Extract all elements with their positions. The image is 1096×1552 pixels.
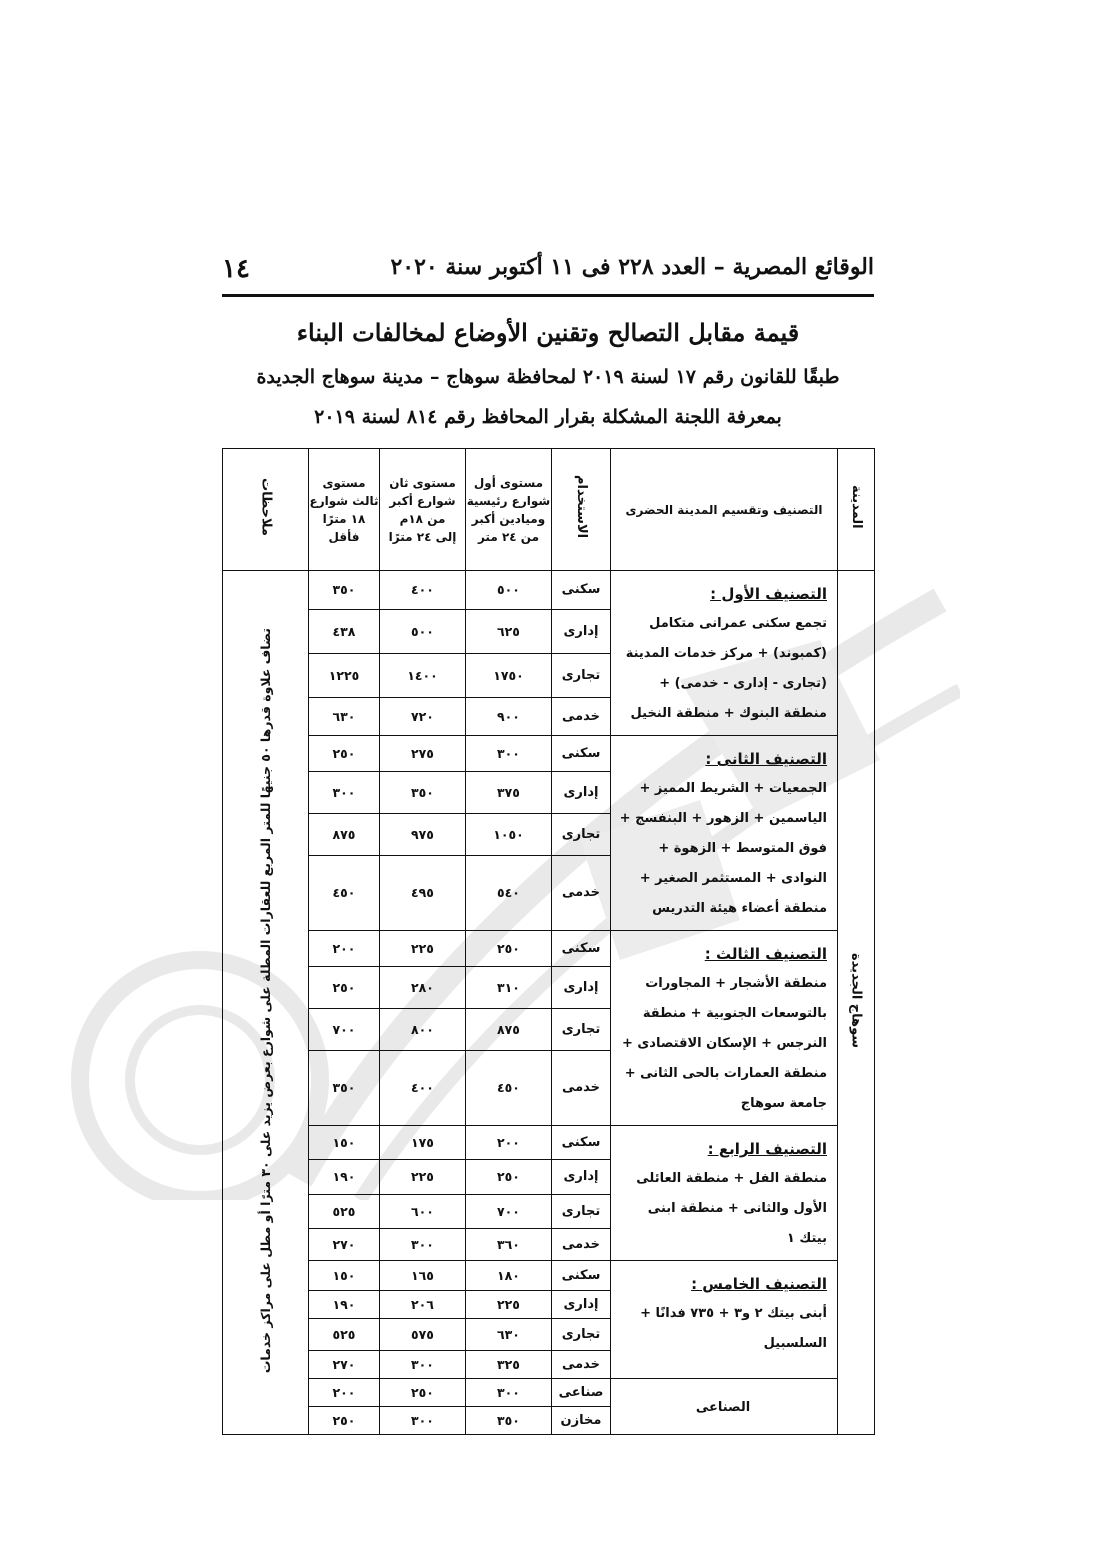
level1-value: ٣٧٥ [466, 772, 552, 814]
level2-value: ٢٢٥ [380, 931, 466, 967]
level2-value: ٤٠٠ [380, 571, 466, 610]
use-cell: تجارى [552, 653, 611, 697]
level1-value: ٣٠٠ [466, 736, 552, 772]
header-level3: مستوى ثالث شوارع ١٨ مترًا فأقل [309, 449, 380, 571]
level2-value: ٣٥٠ [380, 772, 466, 814]
level3-value: ٣٠٠ [309, 772, 380, 814]
level3-value: ٢٥٠ [309, 1407, 380, 1435]
use-cell: إدارى [552, 609, 611, 653]
level1-value: ٣٥٠ [466, 1407, 552, 1435]
level3-value: ٢٠٠ [309, 931, 380, 967]
level2-value: ٦٠٠ [380, 1194, 466, 1228]
level1-value: ٥٠٠ [466, 571, 552, 610]
level3-value: ٤٥٠ [309, 855, 380, 930]
level2-value: ٢٢٥ [380, 1160, 466, 1194]
level1-value: ١٧٥٠ [466, 653, 552, 697]
document-subtitle-committee: بمعرفة اللجنة المشكلة بقرار المحافظ رقم ٨١٤ لسنة ٢٠١٩ [314, 406, 782, 428]
table-row [223, 1126, 875, 1160]
level3-value: ٢٥٠ [309, 967, 380, 1009]
level3-value: ٥٢٥ [309, 1319, 380, 1351]
rates-table [222, 448, 875, 1435]
level3-value: ٢٠٠ [309, 1379, 380, 1407]
level3-value: ٨٧٥ [309, 813, 380, 855]
level2-value: ٣٠٠ [380, 1407, 466, 1435]
level1-value: ٦٣٠ [466, 1319, 552, 1351]
level1-value: ٤٥٠ [466, 1050, 552, 1125]
header-city: المدينة [838, 449, 875, 571]
header-level2: مستوى ثان شوارع أكبر من ١٨م إلى ٢٤ مترًا [380, 449, 466, 571]
level3-value: ٢٥٠ [309, 736, 380, 772]
level1-value: ٣١٠ [466, 967, 552, 1009]
level2-value: ١٤٠٠ [380, 653, 466, 697]
table-row [223, 931, 875, 967]
level2-value: ٥٠٠ [380, 609, 466, 653]
header-notes: ملاحظات [223, 449, 309, 571]
classification-title: التصنيف الثانى : [705, 750, 827, 768]
level1-value: ٦٢٥ [466, 609, 552, 653]
document-title: قيمة مقابل التصالح وتقنين الأوضاع لمخالفات البناء [296, 318, 800, 347]
classification-areas: الصناعى [695, 1399, 751, 1415]
level1-value: ٣٠٠ [466, 1379, 552, 1407]
level2-value: ٣٠٠ [380, 1351, 466, 1379]
level3-value: ١٩٠ [309, 1160, 380, 1194]
classification-cell [611, 1379, 838, 1435]
header-use: الاستخدام [552, 449, 611, 571]
classification-areas: الجمعيات + الشريط المميز + الياسمين + الزهور + البنفسج + فوق المتوسط + الزهوة + النوادى + المستثمر الصغير + منطقة أعضاء هيئة التدريس [619, 781, 827, 916]
level3-value: ١٥٠ [309, 1261, 380, 1291]
use-cell: تجارى [552, 813, 611, 855]
level2-value: ٣٠٠ [380, 1228, 466, 1260]
use-cell: تجارى [552, 1319, 611, 1351]
use-cell: مخازن [552, 1407, 611, 1435]
level2-value: ٢٨٠ [380, 967, 466, 1009]
classification-title: التصنيف الثالث : [704, 945, 827, 963]
table-row [223, 736, 875, 772]
level2-value: ١٧٥ [380, 1126, 466, 1160]
table-row [223, 1379, 875, 1407]
header-level1: مستوى أول شوارع رئيسية وميادين أكبر من ٢٤ متر [466, 449, 552, 571]
level2-value: ٥٧٥ [380, 1319, 466, 1351]
classification-areas: أبنى بيتك ٢ و٣ + ٧٣٥ فدانًا + السلسبيل [640, 1306, 827, 1351]
level3-value: ٥٢٥ [309, 1194, 380, 1228]
level2-value: ٢٥٠ [380, 1379, 466, 1407]
classification-cell [611, 931, 838, 1126]
level2-value: ٨٠٠ [380, 1008, 466, 1050]
classification-title: التصنيف الخامس : [691, 1275, 827, 1293]
page-number: ١٤ [222, 254, 250, 284]
rates-table-body [223, 571, 875, 1435]
level1-value: ١٨٠ [466, 1261, 552, 1291]
level2-value: ٧٢٠ [380, 697, 466, 736]
document-subtitle-law: طبقًا للقانون رقم ١٧ لسنة ٢٠١٩ لمحافظة سوهاج – مدينة سوهاج الجديدة [256, 366, 840, 388]
level1-value: ٢٠٠ [466, 1126, 552, 1160]
table-header-row [223, 449, 875, 571]
level1-value: ١٠٥٠ [466, 813, 552, 855]
level3-value: ٤٣٨ [309, 609, 380, 653]
level2-value: ٩٧٥ [380, 813, 466, 855]
level3-value: ٣٥٠ [309, 571, 380, 610]
classification-cell [611, 1261, 838, 1379]
level1-value: ٩٠٠ [466, 697, 552, 736]
use-cell: خدمى [552, 1050, 611, 1125]
level1-value: ٨٧٥ [466, 1008, 552, 1050]
level1-value: ٢٥٠ [466, 1160, 552, 1194]
classification-areas: منطقة الأشجار + المجاورات بالتوسعات الجنوبية + منطقة النرجس + الإسكان الاقتصادى + منطقة العمارات بالحى الثانى + جامعة سوهاج [621, 976, 827, 1111]
level3-value: ٧٠٠ [309, 1008, 380, 1050]
use-cell: تجارى [552, 1194, 611, 1228]
use-cell: خدمى [552, 1351, 611, 1379]
use-cell: سكنى [552, 736, 611, 772]
level3-value: ٢٧٠ [309, 1351, 380, 1379]
table-row [223, 571, 875, 610]
header-classification: التصنيف وتقسيم المدينة الحضرى [611, 449, 838, 571]
level2-value: ٤٩٥ [380, 855, 466, 930]
classification-cell [611, 571, 838, 736]
table-row [223, 1261, 875, 1291]
classification-title: التصنيف الأول : [710, 585, 827, 603]
classification-areas: منطقة الفل + منطقة العائلى الأول والثانى + منطقة ابنى بيتك ١ [636, 1171, 827, 1246]
use-cell: خدمى [552, 855, 611, 930]
page-header [222, 250, 874, 297]
use-cell: صناعى [552, 1379, 611, 1407]
level2-value: ٢٧٥ [380, 736, 466, 772]
level1-value: ٢٢٥ [466, 1291, 552, 1319]
classification-title: التصنيف الرابع : [707, 1140, 827, 1158]
use-cell: تجارى [552, 1008, 611, 1050]
level3-value: ٢٧٠ [309, 1228, 380, 1260]
use-cell: خدمى [552, 697, 611, 736]
level3-value: ٦٣٠ [309, 697, 380, 736]
notes-cell: تضاف علاوة قدرها ٥٠ جنيهًا للمتر المربع للعقارات المطلة على شوارع بعرض يزيد على ٣٠ مترًا أو مطل على مراكز خدمات [223, 571, 309, 1435]
level3-value: ١٩٠ [309, 1291, 380, 1319]
level2-value: ٤٠٠ [380, 1050, 466, 1125]
level1-value: ٥٤٠ [466, 855, 552, 930]
level3-value: ٣٥٠ [309, 1050, 380, 1125]
use-cell: إدارى [552, 1160, 611, 1194]
level1-value: ٣٢٥ [466, 1351, 552, 1379]
classification-areas: تجمع سكنى عمرانى متكامل (كمبوند) + مركز خدمات المدينة (تجارى - إدارى - خدمى) + منطقة البنوك + منطقة النخيل [625, 616, 827, 721]
level2-value: ١٦٥ [380, 1261, 466, 1291]
classification-cell [611, 1126, 838, 1261]
level1-value: ٢٥٠ [466, 931, 552, 967]
use-cell: سكنى [552, 1261, 611, 1291]
gazette-issue-line: الوقائع المصرية – العدد ٢٢٨ فى ١١ أكتوبر سنة ٢٠٢٠ [390, 254, 874, 280]
use-cell: سكنى [552, 931, 611, 967]
use-cell: سكنى [552, 1126, 611, 1160]
level3-value: ١٥٠ [309, 1126, 380, 1160]
use-cell: إدارى [552, 772, 611, 814]
level2-value: ٢٠٦ [380, 1291, 466, 1319]
level1-value: ٣٦٠ [466, 1228, 552, 1260]
use-cell: سكنى [552, 571, 611, 610]
level1-value: ٧٠٠ [466, 1194, 552, 1228]
use-cell: إدارى [552, 967, 611, 1009]
use-cell: خدمى [552, 1228, 611, 1260]
city-cell: سوهاج الجديدة [838, 571, 875, 1435]
level3-value: ١٢٢٥ [309, 653, 380, 697]
classification-cell [611, 736, 838, 931]
use-cell: إدارى [552, 1291, 611, 1319]
